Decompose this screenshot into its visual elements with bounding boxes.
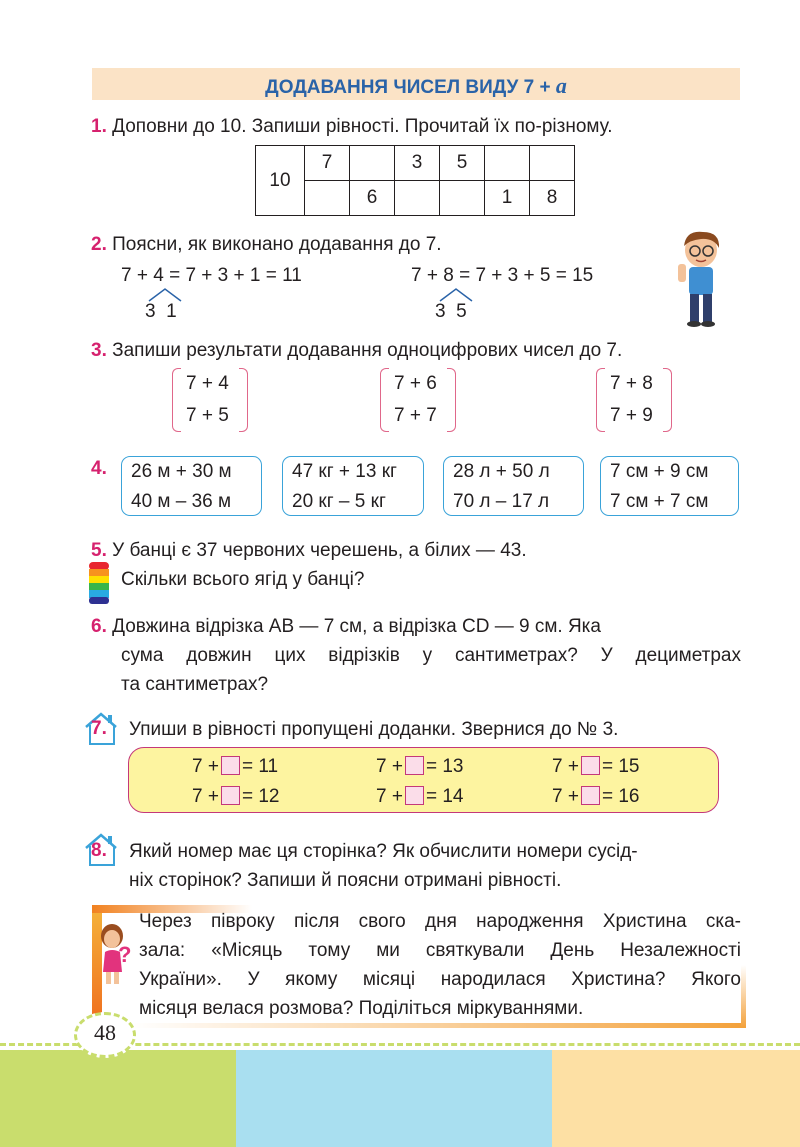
calc-item: 40 м – 36 м	[131, 491, 232, 512]
exercise-2	[91, 231, 442, 259]
table-cell: 6	[350, 181, 395, 216]
exercise-number: 4.	[91, 458, 107, 479]
sum-group	[380, 368, 456, 432]
answer-box[interactable]	[581, 786, 600, 805]
exercise-text: У банці є 37 червоних черешень, а білих — 43.	[112, 540, 527, 561]
exercise-text: Скільки всього ягід у банці?	[121, 569, 365, 590]
fill-equation: 7 + = 14	[376, 786, 464, 807]
fill-equation: 7 + = 16	[552, 786, 640, 807]
rainbow-icon	[88, 560, 110, 606]
table-cell	[485, 146, 530, 181]
exercise-text: Доповни до 10. Запиши рівності. Прочитай їх по-різному.	[112, 116, 613, 137]
page-title: ДОДАВАННЯ ЧИСЕЛ ВИДУ 7 + a	[265, 73, 567, 98]
exercise-text: та сантиметрах?	[121, 674, 269, 695]
sum-group	[172, 368, 248, 432]
table-cell: 8	[530, 181, 575, 216]
calc-item: 7 см + 9 см	[610, 461, 709, 482]
puzzle-border	[132, 1023, 746, 1028]
answer-box[interactable]	[405, 756, 424, 775]
exercise-text: Довжина відрізка AB — 7 см, а відрізка CD — 9 см. Яка	[112, 616, 601, 637]
calc-item: 26 м + 30 м	[131, 461, 232, 482]
exercise-text: Який номер має ця сторінка? Як обчислити номери сусід-	[129, 841, 638, 862]
table-cell	[395, 181, 440, 216]
equation-2: 7 + 8 = 7 + 3 + 5 = 15	[411, 265, 594, 286]
calc-group	[121, 456, 262, 516]
calc-item: 47 кг + 13 кг	[292, 461, 397, 482]
equation-1: 7 + 4 = 7 + 3 + 1 = 11	[121, 265, 302, 286]
footer-band	[552, 1050, 800, 1147]
table-cell: 3	[395, 146, 440, 181]
table-head: 10	[256, 146, 305, 216]
calc-item: 28 л + 50 л	[453, 461, 550, 482]
footer-band	[236, 1050, 552, 1147]
puzzle-text: зала: «Місяць тому ми святкували День Незалежності	[139, 940, 741, 961]
exercise-number: 3.	[91, 340, 107, 361]
exercise-number: 1.	[91, 116, 107, 137]
sum-group	[596, 368, 672, 432]
table-cell: 5	[440, 146, 485, 181]
calc-item: 20 кг – 5 кг	[292, 491, 386, 512]
split-values: 3 5	[435, 301, 467, 322]
answer-box[interactable]	[221, 786, 240, 805]
sum-item: 7 + 7	[394, 405, 437, 426]
footer-band	[0, 1050, 236, 1147]
exercise-text: Запиши результати додавання одноцифрових чисел до 7.	[112, 340, 623, 361]
exercise-3	[91, 337, 622, 365]
fill-equation: 7 + = 11	[192, 756, 279, 777]
answer-box[interactable]	[581, 756, 600, 775]
fill-equation: 7 + = 13	[376, 756, 464, 777]
exercise-number: 2.	[91, 234, 107, 255]
table-cell	[305, 181, 350, 216]
fill-equation: 7 + = 15	[552, 756, 640, 777]
girl-thinking-illustration	[96, 922, 132, 988]
exercise-text: Упиши в рівності пропущені доданки. Звернися до № 3.	[129, 719, 619, 740]
boy-illustration	[670, 228, 732, 328]
calc-group	[600, 456, 739, 516]
answer-box[interactable]	[405, 786, 424, 805]
puzzle-text: України». У якому місяці народилася Христина? Якого	[139, 969, 741, 990]
answer-box[interactable]	[221, 756, 240, 775]
puzzle-text: Через півроку після свого дня народження Христина ска-	[139, 911, 741, 932]
fill-equation: 7 + = 12	[192, 786, 280, 807]
page-number: 48	[94, 1020, 116, 1045]
puzzle-text: місяця велася розмова? Поділіться міркуваннями.	[139, 998, 584, 1019]
split-values: 3 1	[145, 301, 177, 322]
calc-item: 7 см + 7 см	[610, 491, 709, 512]
table-cell	[350, 146, 395, 181]
sum-item: 7 + 4	[186, 373, 229, 394]
exercise-number: 5.	[91, 540, 107, 561]
table-cell	[440, 181, 485, 216]
exercise-text: Поясни, як виконано додавання до 7.	[112, 234, 442, 255]
exercise-1	[91, 113, 613, 141]
table-cell: 7	[305, 146, 350, 181]
exercise-text: ніх сторінок? Запиши й поясни отримані рівності.	[129, 870, 562, 891]
calc-group	[443, 456, 584, 516]
exercise-5	[91, 537, 527, 565]
calc-group	[282, 456, 424, 516]
sum-item: 7 + 6	[394, 373, 437, 394]
complement-table	[255, 145, 575, 216]
exercise-text: сума довжин цих відрізків у сантиметрах? У дециметрах	[121, 645, 741, 666]
calc-item: 70 л – 17 л	[453, 491, 550, 512]
table-cell: 1	[485, 181, 530, 216]
sum-item: 7 + 9	[610, 405, 653, 426]
sum-item: 7 + 5	[186, 405, 229, 426]
exercise-number: 8.	[91, 840, 107, 861]
exercise-6	[91, 613, 741, 641]
sum-item: 7 + 8	[610, 373, 653, 394]
table-cell	[530, 146, 575, 181]
puzzle-border	[741, 965, 746, 1028]
exercise-number: 7.	[91, 718, 107, 739]
svg-text:?: ?	[118, 942, 132, 967]
exercise-number: 6.	[91, 616, 107, 637]
